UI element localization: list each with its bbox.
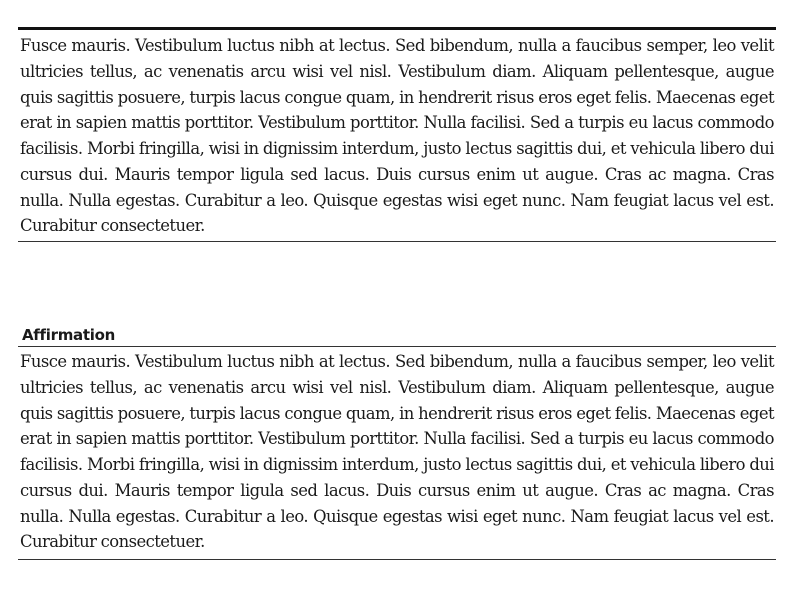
text-box-affirmation [18,325,776,560]
box-paragraph: Fusce mauris. Vestibulum luctus nibh at lectus. Sed bibendum, nulla a faucibus semper, leo velit ultricies tellus, ac venenatis arcu wisi vel nisl. Vestibulum diam. Aliquam pellentesque, augue quis sagittis posuere, turpis lacus congue quam, in hendrerit risus eros eget felis. Maecenas eget erat in sapien mattis porttitor. Vestibulum porttitor. Nulla facilisi. Sed a turpis eu lacus commodo facilisis. Morbi fringilla, wisi in dignissim interdum, justo lectus sagittis dui, et vehicula libero dui cursus dui. Mauris tempor ligula sed lacus. Duis cursus enim ut augue. Cras ac magna. Cras nulla. Nulla egestas. Curabitur a leo. Quisque egestas wisi eget nunc. Nam feugiat lacus vel est. Curabitur consectetuer. [20,36,774,236]
box-paragraph: Fusce mauris. Vestibulum luctus nibh at lectus. Sed bibendum, nulla a faucibus semper, leo velit ultricies tellus, ac venenatis arcu wisi vel nisl. Vestibulum diam. Aliquam pellentesque, augue quis sagittis posuere, turpis lacus congue quam, in hendrerit risus eros eget felis. Maecenas eget erat in sapien mattis porttitor. Vestibulum porttitor. Nulla facilisi. Sed a turpis eu lacus commodo facilisis. Morbi fringilla, wisi in dignissim interdum, justo lectus sagittis dui, et vehicula libero dui cursus dui. Mauris tempor ligula sed lacus. Duis cursus enim ut augue. Cras ac magna. Cras nulla. Nulla egestas. Curabitur a leo. Quisque egestas wisi eget nunc. Nam feugiat lacus vel est. Curabitur consectetuer. [20,352,774,552]
text-box-plain [18,27,776,242]
box-title: Affirmation [18,325,776,347]
box-body [18,347,776,560]
